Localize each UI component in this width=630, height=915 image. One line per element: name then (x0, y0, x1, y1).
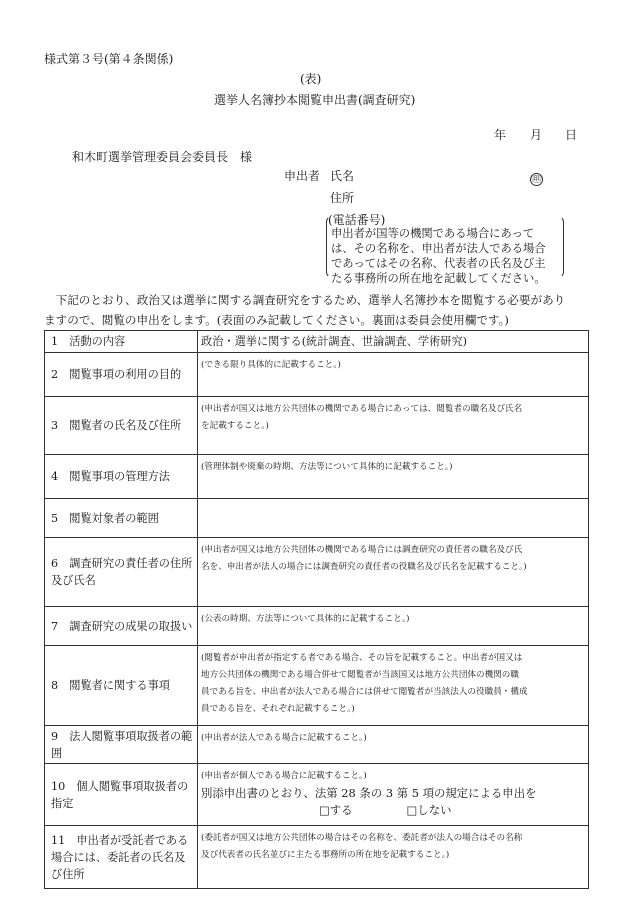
row-4-value[interactable] (198, 455, 589, 499)
note-line: 申出者が国等の機関である場合にあって (331, 227, 535, 240)
applicant-name-label: 氏名 (330, 169, 355, 183)
row-7-label: 7 調査研究の成果の取扱い (45, 607, 198, 646)
table-row (45, 826, 589, 889)
row-8-note: 員である旨を、申出者が法人である場合には併せて閲覧者が当該法人の役職員・構成 (201, 687, 528, 697)
row-4-label: 4 閲覧事項の管理方法 (45, 455, 198, 499)
intro-line: ますので、閲覧の申出をします。(表面のみ記載してください。裏面は委員会使用欄です。) (44, 313, 509, 327)
row-8-label: 8 閲覧者に関する事項 (45, 646, 198, 726)
row-5-label: 5 閲覧対象者の範囲 (45, 499, 198, 538)
row-7-value[interactable] (198, 607, 589, 646)
form-title: 選挙人名簿抄本閲覧申出書(調査研究) (214, 93, 416, 107)
applicant-note (331, 226, 546, 286)
row-10-value (198, 764, 589, 826)
row-10-note: (申出者が個人である場合に記載すること。) (201, 771, 367, 781)
row-8-note: 地方公共団体の機関である場合併せて閲覧者が当該国又は地方公共団体の機関の職 (201, 670, 519, 680)
note-line: は、その名称を、申出者が法人である場合 (331, 242, 546, 255)
row-11-value[interactable] (198, 826, 589, 889)
addressee: 和木町選挙管理委員会委員長 様 (72, 150, 253, 164)
table-row (45, 331, 589, 353)
form-number: 様式第３号(第４条関係) (44, 52, 174, 66)
date-year: 年 (494, 128, 507, 142)
table-row (45, 764, 589, 826)
row-1-label: 1 活動の内容 (45, 331, 198, 353)
row-10-label: 10 個人閲覧事項取扱者の指定 (45, 764, 198, 826)
option-do-checkbox[interactable]: □する (319, 803, 353, 817)
row-5-value[interactable] (198, 499, 589, 538)
row-1-value[interactable]: 政治・選挙に関する(統計調査、世論調査、学術研究) (198, 331, 589, 353)
applicant-label: 申出者 (284, 169, 321, 183)
row-3-note: (申出者が国又は地方公共団体の機関である場合にあっては、閲覧者の職名及び氏名 (201, 404, 523, 414)
row-3-label: 3 閲覧者の氏名及び住所 (45, 397, 198, 455)
row-9-label: 9 法人閲覧事項取扱者の範囲 (45, 726, 198, 764)
row-6-value[interactable] (198, 538, 589, 607)
table-row (45, 499, 589, 538)
row-2-value[interactable] (198, 353, 589, 397)
table-row (45, 455, 589, 499)
date-day: 日 (565, 128, 578, 142)
row-2-note: (できる限り具体的に記載すること。) (201, 360, 341, 370)
row-11-note: 及び代表者の氏名並びに主たる事務所の所在地を記載すること。) (201, 850, 450, 860)
row-2-label: 2 閲覧事項の利用の目的 (45, 353, 198, 397)
row-11-label: 11 申出者が受託者である場合には、委託者の氏名及び住所 (45, 826, 198, 889)
side-label: (表) (300, 72, 322, 86)
row-9-note: (申出者が法人である場合に記載すること。) (201, 733, 367, 743)
table-row (45, 397, 589, 455)
intro-text (44, 290, 592, 330)
applicant-address-label: 住所 (330, 191, 355, 205)
intro-line: 下記のとおり、政治又は選挙に関する調査研究をするため、選挙人名簿抄本を閲覧する必要があり (44, 293, 566, 307)
table-row (45, 538, 589, 607)
note-line: であってはその名称、代表者の氏名及び主 (331, 257, 546, 270)
row-3-value[interactable] (198, 397, 589, 455)
row-3-note: を記載すること。) (201, 421, 269, 431)
row-8-value[interactable] (198, 646, 589, 726)
table-row (45, 607, 589, 646)
application-table (44, 330, 589, 889)
table-row (45, 726, 589, 764)
row-10-statement: 別添申出書のとおり、法第 28 条の 3 第 5 項の規定による申出を (201, 786, 537, 800)
row-8-note: (閲覧者が申出者が指定する者である場合、その旨を記載すること。申出者が国又は (201, 653, 523, 663)
date-month: 月 (530, 128, 543, 142)
option-not-checkbox[interactable]: □しない (406, 803, 452, 817)
row-6-note: (申出者が国又は地方公共団体の機関である場合には調査研究の責任者の職名及び氏 (201, 545, 523, 555)
applicant-phone-label: (電話番号) (328, 213, 386, 227)
row-4-note: (管理体制や廃棄の時期、方法等について具体的に記載すること。) (201, 462, 453, 472)
note-line: たる事務所の所在地を記載してください。 (331, 272, 546, 285)
table-row (45, 353, 589, 397)
row-6-note: 名を、申出者が法人の場合には調査研究の責任者の役職名及び氏名を記載すること。) (201, 562, 527, 572)
row-10-options (201, 802, 585, 819)
row-9-value[interactable] (198, 726, 589, 764)
row-11-note: (委託者が国又は地方公共団体の場合はその名称を、委託者が法人の場合はその名称 (201, 833, 523, 843)
row-6-label: 6 調査研究の責任者の住所及び氏名 (45, 538, 198, 607)
row-8-note: 員である旨を、それぞれ記載すること。) (201, 704, 355, 714)
seal-mark: ㊞ (531, 174, 542, 185)
table-row (45, 646, 589, 726)
row-7-note: (公表の時期、方法等について具体的に記載すること。) (201, 614, 410, 624)
